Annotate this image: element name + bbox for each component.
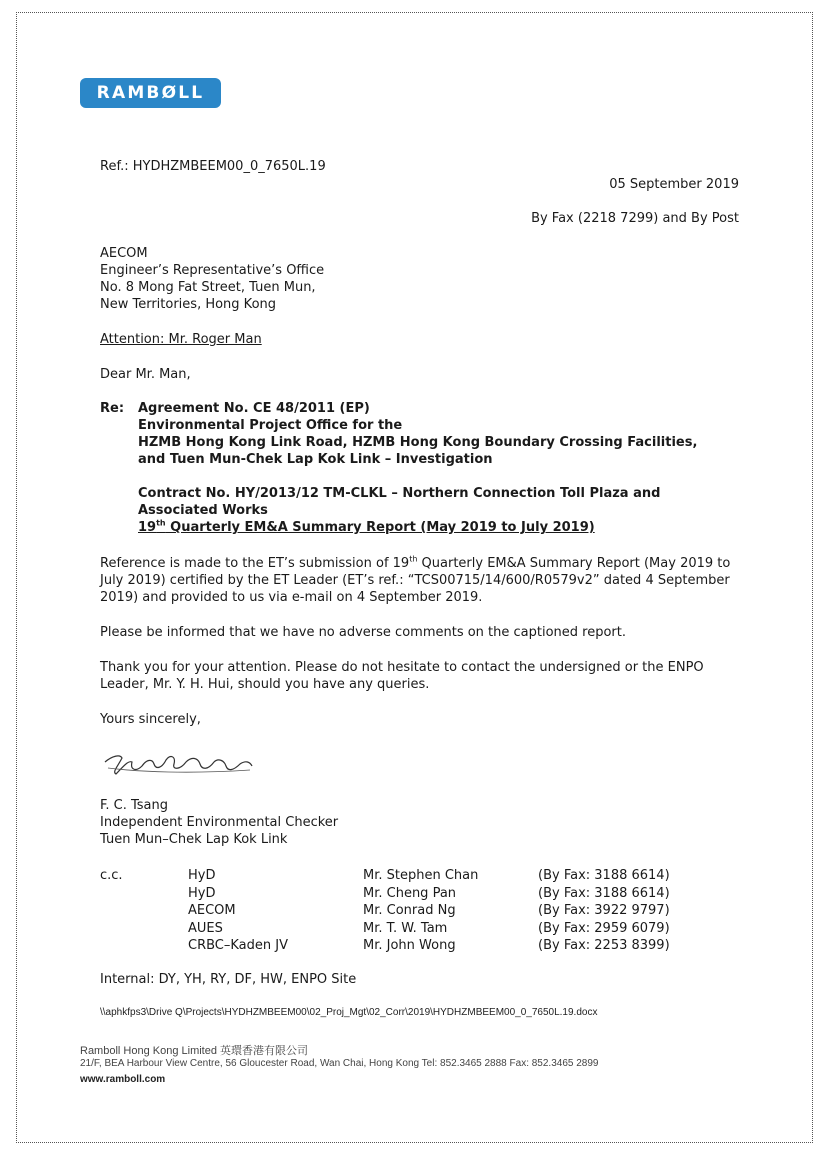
cc-organisations: [188, 867, 288, 955]
cc-org: AUES: [188, 920, 223, 936]
subject-line: Agreement No. CE 48/2011 (EP): [138, 401, 370, 416]
cc-name: Mr. Cheng Pan: [363, 885, 457, 901]
footer-address: 21/F, BEA Harbour View Centre, 56 Gloucester Road, Wan Chai, Hong Kong Tel: 852.3465 2888 Fax: 852.3465 2899: [80, 1058, 599, 1069]
paragraph-reference: Reference is made to the ET’s submission of 19th Quarterly EM&A Summary Report (May 2019 to July 2019) certified by the ET Leader (ET’s ref.: “TCS00715/14/600/R0579v2” dated 4 September 2019) and provided to us via e-mail on 4 September 2019.: [100, 554, 731, 605]
cc-org: HyD: [188, 868, 216, 883]
cc-fax: (By Fax: 2959 6079): [538, 920, 670, 936]
cc-org: HyD: [188, 885, 216, 901]
report-title: 19th Quarterly EM&A Summary Report (May 2019 to July 2019): [138, 518, 595, 535]
ramboll-logo: RAMBØLL: [80, 78, 221, 108]
cc-faxes: [538, 867, 670, 955]
recipient-line: Engineer’s Representative’s Office: [100, 263, 325, 278]
cc-fax: (By Fax: 3188 6614): [538, 868, 670, 883]
cc-org: AECOM: [188, 903, 236, 918]
recipient-line: No. 8 Mong Fat Street, Tuen Mun,: [100, 280, 316, 295]
cc-fax: (By Fax: 2253 8399): [538, 938, 670, 953]
cc-name: Mr. T. W. Tam: [363, 920, 448, 936]
reference-number: Ref.: HYDHZMBEEM00_0_7650L.19: [100, 159, 326, 174]
closing: Yours sincerely,: [100, 712, 201, 727]
recipient-line: AECOM: [100, 246, 148, 261]
subject-line: Contract No. HY/2013/12 TM-CLKL – Northern Connection Toll Plaza and: [138, 486, 661, 501]
cc-fax: (By Fax: 3922 9797): [538, 903, 670, 918]
handwritten-signature: [100, 748, 260, 782]
cc-org: CRBC–Kaden JV: [188, 938, 288, 953]
cc-name: Mr. John Wong: [363, 938, 456, 953]
cc-label: c.c.: [100, 868, 123, 883]
subject-line: Environmental Project Office for the: [138, 418, 403, 433]
delivery-method: By Fax (2218 7299) and By Post: [531, 211, 739, 226]
recipient-line: New Territories, Hong Kong: [100, 297, 277, 312]
cc-name: Mr. Stephen Chan: [363, 868, 479, 883]
subject-line: and Tuen Mun-Chek Lap Kok Link – Investigation: [138, 452, 493, 467]
signatory-title: Independent Environmental Checker: [100, 815, 339, 830]
footer-company: Ramboll Hong Kong Limited 英環香港有限公司: [80, 1045, 309, 1057]
subject-line: HZMB Hong Kong Link Road, HZMB Hong Kong Boundary Crossing Facilities,: [138, 435, 698, 450]
re-label: Re:: [100, 401, 125, 416]
cc-names: [363, 867, 478, 955]
signatory-org: Tuen Mun–Chek Lap Kok Link: [100, 832, 288, 847]
recipient-address: [100, 245, 324, 313]
subject-block: [138, 400, 697, 536]
cc-fax: (By Fax: 3188 6614): [538, 885, 670, 901]
paragraph-thanks: Thank you for your attention. Please do not hesitate to contact the undersigned or the ENPO Leader, Mr. Y. H. Hui, should you have any queries.: [100, 660, 704, 692]
file-path: \\aphkfps3\Drive Q\Projects\HYDHZMBEEM00\02_Proj_Mgt\02_Corr\2019\HYDHZMBEEM00_0_7650L.19.docx: [100, 1007, 598, 1018]
letter-date: 05 September 2019: [609, 177, 739, 192]
signatory-block: [100, 797, 338, 848]
paragraph-no-comments: Please be informed that we have no adverse comments on the captioned report.: [100, 625, 626, 640]
internal-distribution: Internal: DY, YH, RY, DF, HW, ENPO Site: [100, 972, 357, 987]
attention-line: Attention: Mr. Roger Man: [100, 332, 262, 347]
signatory-name: F. C. Tsang: [100, 798, 169, 813]
cc-name: Mr. Conrad Ng: [363, 903, 456, 918]
footer-website: www.ramboll.com: [80, 1074, 166, 1085]
salutation: Dear Mr. Man,: [100, 367, 191, 382]
subject-line: Associated Works: [138, 503, 268, 518]
